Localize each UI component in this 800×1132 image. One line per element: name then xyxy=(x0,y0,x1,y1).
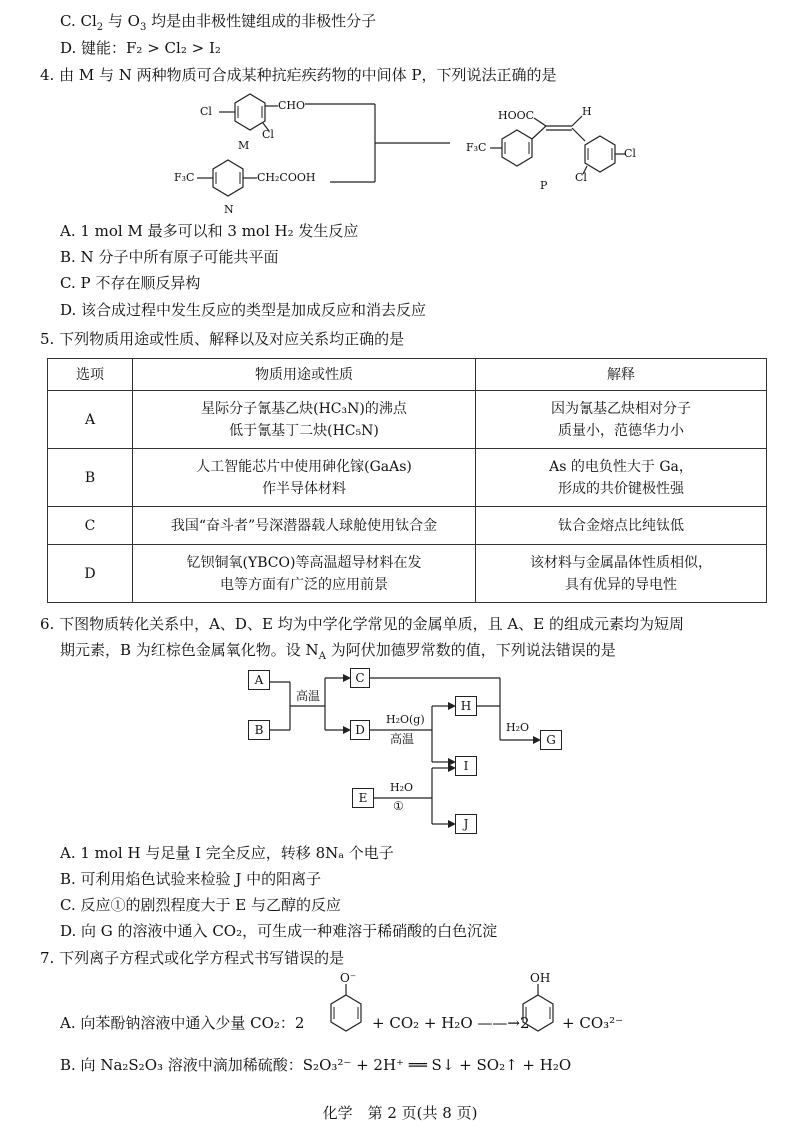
q6-option-d: D. 向 G 的溶液中通入 CO₂，可生成一种难溶于稀硝酸的白色沉淀 xyxy=(60,922,498,940)
q7-option-a-mid: + CO₂ + H₂O ——→2 xyxy=(372,1014,530,1032)
q6-flow-diagram xyxy=(0,660,800,840)
p-hooc: HOOC xyxy=(498,109,535,122)
option-d-line: D. 键能：F₂ > Cl₂ > I₂ xyxy=(60,39,221,57)
q5-table xyxy=(47,358,767,603)
q4-option-b: B. N 分子中所有原子可能共平面 xyxy=(60,248,279,266)
q7-equation-structures xyxy=(0,970,800,1050)
p-cf3: F₃C xyxy=(466,141,487,154)
header-explanation: 解释 xyxy=(476,359,767,391)
n-cf3: F₃C xyxy=(174,171,195,184)
benzene-ring-n xyxy=(213,160,243,196)
q4-option-d: D. 该合成过程中发生反应的类型是加成反应和消去反应 xyxy=(60,301,427,319)
option-c-line: C. $Cl_2$ 与 $O_3$ 均是由非极性键组成的非极性分子 xyxy=(60,12,377,33)
box-j: J xyxy=(455,814,477,834)
box-g: G xyxy=(540,730,562,750)
m-cl-bottom: Cl xyxy=(262,128,274,141)
m-cho: CHO xyxy=(278,99,306,112)
header-use: 物质用途或性质 xyxy=(133,359,476,391)
table-row: C 我国“奋斗者”号深潜器载人球舱使用钛合金 钛合金熔点比纯钛低 xyxy=(48,507,767,545)
label-reaction-1: ① xyxy=(393,799,404,813)
q7-option-a-post: + CO₃²⁻ xyxy=(562,1014,624,1032)
q6-stem-1: 6. 下图物质转化关系中，A、D、E 均为中学化学常见的金属单质，且 A、E 的组成元素均为短周 xyxy=(40,615,684,633)
p-cl-2: Cl xyxy=(624,147,636,160)
m-cl-left: Cl xyxy=(200,105,212,118)
box-h: H xyxy=(455,696,477,716)
q4-option-c: C. P 不存在顺反异构 xyxy=(60,274,201,292)
q7-option-a-pre: A. 向苯酚钠溶液中通入少量 CO₂：2 xyxy=(60,1014,305,1032)
q4-reaction-scheme xyxy=(0,86,800,216)
q7-option-b: B. 向 Na₂S₂O₃ 溶液中滴加稀硫酸：S₂O₃²⁻ + 2H⁺ ══ S↓ + SO₂↑ + H₂O xyxy=(60,1056,572,1074)
box-b: B xyxy=(248,720,270,740)
p-h: H xyxy=(582,105,592,118)
box-a: A xyxy=(248,670,270,690)
n-ch2cooh: CH₂COOH xyxy=(257,171,316,184)
box-c: C xyxy=(350,668,370,688)
benzene-ring-p-right xyxy=(585,136,615,172)
q6-option-b: B. 可利用焰色试验来检验 J 中的阳离子 xyxy=(60,870,322,888)
o-minus-label: O⁻ xyxy=(340,971,357,985)
box-d: D xyxy=(350,720,370,740)
label-h2og: H₂O(g) xyxy=(386,713,425,726)
q6-option-a: A. 1 mol H 与足量 I 完全反应，转移 8Nₐ 个电子 xyxy=(60,844,394,862)
benzene-ring-m xyxy=(235,94,265,130)
q7-stem: 7. 下列离子方程式或化学方程式书写错误的是 xyxy=(40,949,345,967)
table-row: B 人工智能芯片中使用砷化镓(GaAs) 作半导体材料 As 的电负性大于 Ga， 形成的共价键极性强 xyxy=(48,449,767,507)
q4-option-a: A. 1 mol M 最多可以和 3 mol H₂ 发生反应 xyxy=(60,222,359,240)
label-gaowen: 高温 xyxy=(296,689,321,703)
benzene-ring-p-left xyxy=(502,130,532,166)
header-option: 选项 xyxy=(48,359,133,391)
m-label: M xyxy=(238,139,250,152)
q6-stem-2: 期元素，B 为红棕色金属氧化物。设 $N_A$ 为阿伏加德罗常数的值，下列说法错误的是 xyxy=(60,641,616,662)
table-row: D 钇钡铜氧(YBCO)等高温超导材料在发 电等方面有广泛的应用前景 该材料与金属晶体性质相似， 具有优异的导电性 xyxy=(48,545,767,603)
p-cl-1: Cl xyxy=(575,171,587,184)
box-i: I xyxy=(455,756,477,776)
label-h2o-right: H₂O xyxy=(506,721,530,734)
table-row: A 星际分子氰基乙炔(HC₃N)的沸点 低于氰基丁二炔(HC₅N) 因为氰基乙炔相对分子 质量小，范德华力小 xyxy=(48,391,767,449)
label-gaowen-2: 高温 xyxy=(390,732,415,746)
p-label: P xyxy=(540,179,548,192)
q5-stem: 5. 下列物质用途或性质、解释以及对应关系均正确的是 xyxy=(40,330,405,348)
label-h2o-e: H₂O xyxy=(390,781,414,794)
n-label: N xyxy=(224,203,234,216)
q6-option-c: C. 反应①的剧烈程度大于 E 与乙醇的反应 xyxy=(60,896,341,914)
phenoxide-ring xyxy=(331,995,361,1031)
oh-label: OH xyxy=(530,971,551,985)
q4-stem: 4. 由 M 与 N 两种物质可合成某种抗疟疾药物的中间体 P，下列说法正确的是 xyxy=(40,66,557,84)
box-e: E xyxy=(352,788,374,808)
page-footer: 化学 第 2 页(共 8 页) xyxy=(322,1104,478,1122)
